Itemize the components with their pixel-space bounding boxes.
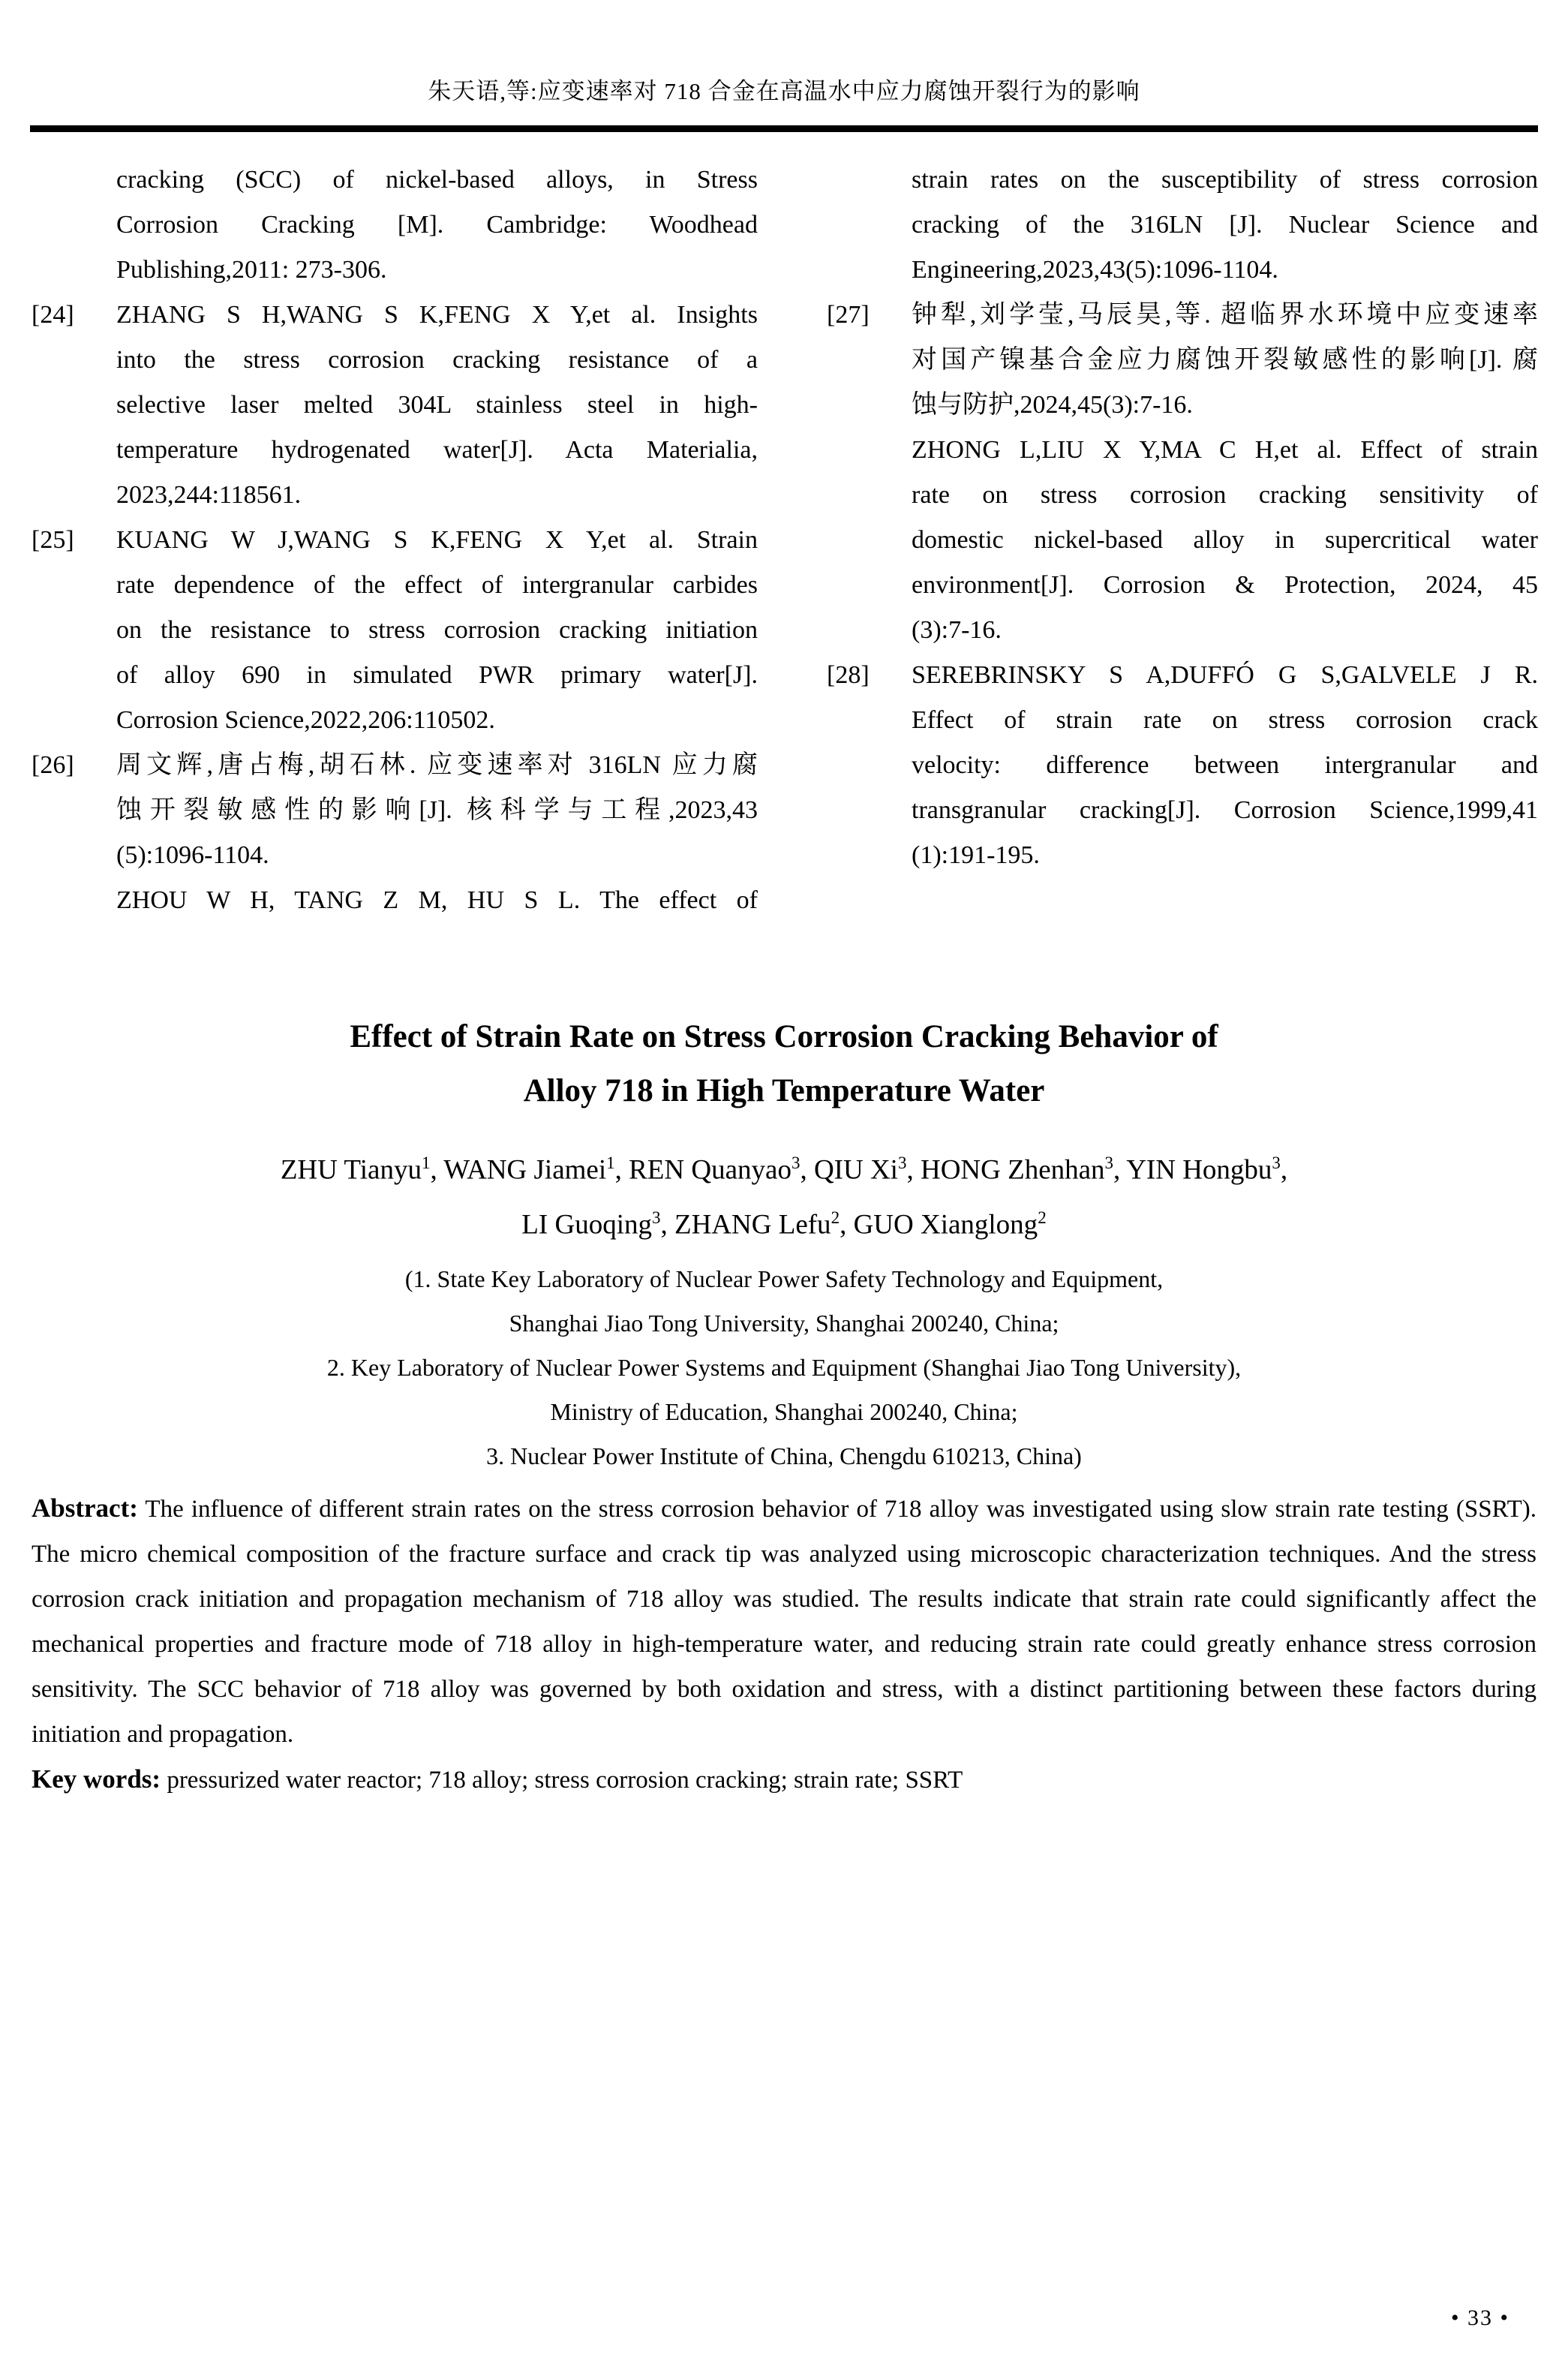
reference-line: (3):7-16. [912,616,1002,644]
reference-entry [827,293,1538,653]
author-affiliation-superscript: 3 [1104,1153,1114,1172]
references-left-column [32,158,758,923]
reference-line: 周文辉,唐占梅,胡石林. 应变速率对 316LN 应力腐 [116,751,758,779]
author-name: WANG Jiamei [443,1154,607,1186]
reference-line: into the stress corrosion cracking resistance of a [116,346,758,374]
affiliation-line: 3. Nuclear Power Institute of China, Chengdu 610213, China) [486,1442,1082,1469]
reference-entry [32,293,758,518]
reference-number: [25] [32,526,74,554]
author-name: REN Quanyao [629,1154,792,1186]
author-separator: , [840,1209,854,1241]
reference-entry [32,518,758,743]
references-right-column [827,158,1538,923]
author-affiliation-superscript: 3 [651,1208,661,1228]
reference-line: transgranular cracking[J]. Corrosion Science,1999,41 [912,796,1538,824]
author-affiliation-superscript: 2 [1038,1208,1047,1228]
authors-line-2 [0,1194,1568,1249]
reference-line: KUANG W J,WANG S K,FENG X Y,et al. Strain [116,526,758,554]
author-name: YIN Hongbu [1126,1154,1272,1186]
author-separator: , [906,1154,921,1186]
article-title [0,1010,1568,1118]
reference-line: Publishing,2011: 273-306. [116,256,387,284]
reference-line: 蚀与防护,2024,45(3):7-16. [912,391,1193,419]
reference-line: Corrosion Cracking [M]. Cambridge: Woodhead [116,211,758,239]
reference-line: Engineering,2023,43(5):1096-1104. [912,256,1278,284]
reference-line: ZHONG L,LIU X Y,MA C H,et al. Effect of strain [912,436,1538,464]
author-name: QIU Xi [813,1154,898,1186]
reference-line: 蚀开裂敏感性的影响[J]. 核科学与工程,2023,43 [116,796,758,824]
reference-line: rate dependence of the effect of intergranular carbides [116,571,758,599]
abstract-label: Abstract: [32,1493,138,1523]
reference-line: cracking (SCC) of nickel-based alloys, in Stress [116,166,758,194]
article-title-line-1: Effect of Strain Rate on Stress Corrosion Cracking Behavior of [350,1019,1218,1054]
author-affiliation-superscript: 3 [897,1153,907,1172]
reference-line: SEREBRINSKY S A,DUFFÓ G S,GALVELE J R. [912,661,1538,689]
reference-line: domestic nickel-based alloy in supercritical water [912,526,1538,554]
reference-entry [32,743,758,923]
author-affiliation-superscript: 1 [606,1153,615,1172]
reference-line: 钟犁,刘学莹,马辰昊,等. 超临界水环境中应变速率 [912,301,1538,329]
authors-line-1 [0,1139,1568,1194]
reference-number: [28] [827,661,870,689]
author-affiliation-superscript: 3 [1272,1153,1281,1172]
author-affiliation-superscript: 1 [421,1153,431,1172]
reference-line: ZHOU W H, TANG Z M, HU S L. The effect of [116,886,758,914]
keywords-paragraph [32,1757,1536,1803]
author-name: ZHANG Lefu [674,1209,831,1241]
affiliation-line: 2. Key Laboratory of Nuclear Power Systems and Equipment (Shanghai Jiao Tong University), [326,1353,1242,1381]
affiliation-line: Shanghai Jiao Tong University, Shanghai 200240, China; [509,1309,1059,1337]
reference-line: temperature hydrogenated water[J]. Acta Materialia, [116,436,758,464]
reference-line: Corrosion Science,2022,206:110502. [116,706,495,734]
reference-line: ZHANG S H,WANG S K,FENG X Y,et al. Insights [116,301,758,329]
references-section [32,158,1568,923]
author-separator: , [800,1154,814,1186]
reference-line: Effect of strain rate on stress corrosion crack [912,706,1538,734]
author-name: LI Guoqing [521,1209,652,1241]
reference-line: velocity: difference between intergranular and [912,751,1538,779]
author-name: GUO Xianglong [853,1209,1038,1241]
article-title-line-2: Alloy 718 in High Temperature Water [523,1073,1045,1108]
reference-line: environment[J]. Corrosion & Protection, 2024, 45 [912,571,1538,599]
abstract-paragraph [32,1486,1536,1757]
affiliation-line: (1. State Key Laboratory of Nuclear Power Safety Technology and Equipment, [404,1265,1164,1292]
reference-line: on the resistance to stress corrosion cracking initiation [116,616,758,644]
author-separator: , [660,1209,674,1241]
author-separator: , [614,1154,629,1186]
author-name: ZHU Tianyu [280,1154,422,1186]
reference-number: [24] [32,301,74,329]
reference-line: selective laser melted 304L stainless steel in high- [116,391,758,419]
author-affiliation-superscript: 3 [791,1153,801,1172]
reference-number: [26] [32,751,74,779]
author-separator: , [1113,1154,1127,1186]
keywords-label: Key words: [32,1764,161,1794]
reference-line: (1):191-195. [912,841,1040,869]
reference-entry [32,158,758,293]
reference-line: 对国产镍基合金应力腐蚀开裂敏感性的影响[J]. 腐 [912,346,1538,374]
keywords-text: pressurized water reactor; 718 alloy; stress corrosion cracking; strain rate; SSRT [161,1766,963,1794]
running-head: 朱天语,等:应变速率对 718 合金在高温水中应力腐蚀开裂行为的影响 [428,78,1140,104]
reference-line: rate on stress corrosion cracking sensitivity of [912,481,1538,509]
reference-line: of alloy 690 in simulated PWR primary water[J]. [116,661,758,689]
reference-line: (5):1096-1104. [116,841,269,869]
page-number: • 33 • [1450,2305,1509,2330]
header-rule [30,125,1538,132]
author-affiliation-superscript: 2 [831,1208,840,1228]
affiliations [0,1257,1568,1478]
reference-line: cracking of the 316LN [J]. Nuclear Science and [912,211,1538,239]
author-separator: , [430,1154,444,1186]
author-name: HONG Zhenhan [920,1154,1105,1186]
reference-line: strain rates on the susceptibility of stress corrosion [912,166,1538,194]
reference-number: [27] [827,301,870,329]
reference-line: 2023,244:118561. [116,481,302,509]
affiliation-line: Ministry of Education, Shanghai 200240, China; [550,1397,1018,1425]
reference-entry [827,653,1538,878]
author-separator: , [1280,1154,1288,1186]
abstract-text: The influence of different strain rates on the stress corrosion behavior of 718 alloy was investigated using slow strain rate testing (SSRT). The micro chemical composition of the fracture surface and crack tip was analyzed using microscopic characterization techniques. And the stress corrosion crack initiation and propagation mechanism of 718 alloy was studied. The results indicate that strain rate could significantly affect the mechanical properties and fracture mode of 718 alloy in high-temperature water, and reducing strain rate could greatly enhance stress corrosion sensitivity. The SCC behavior of 718 alloy was governed by both oxidation and stress, with a distinct partitioning between these factors during initiation and propagation. [32,1495,1536,1748]
reference-entry [827,158,1538,293]
